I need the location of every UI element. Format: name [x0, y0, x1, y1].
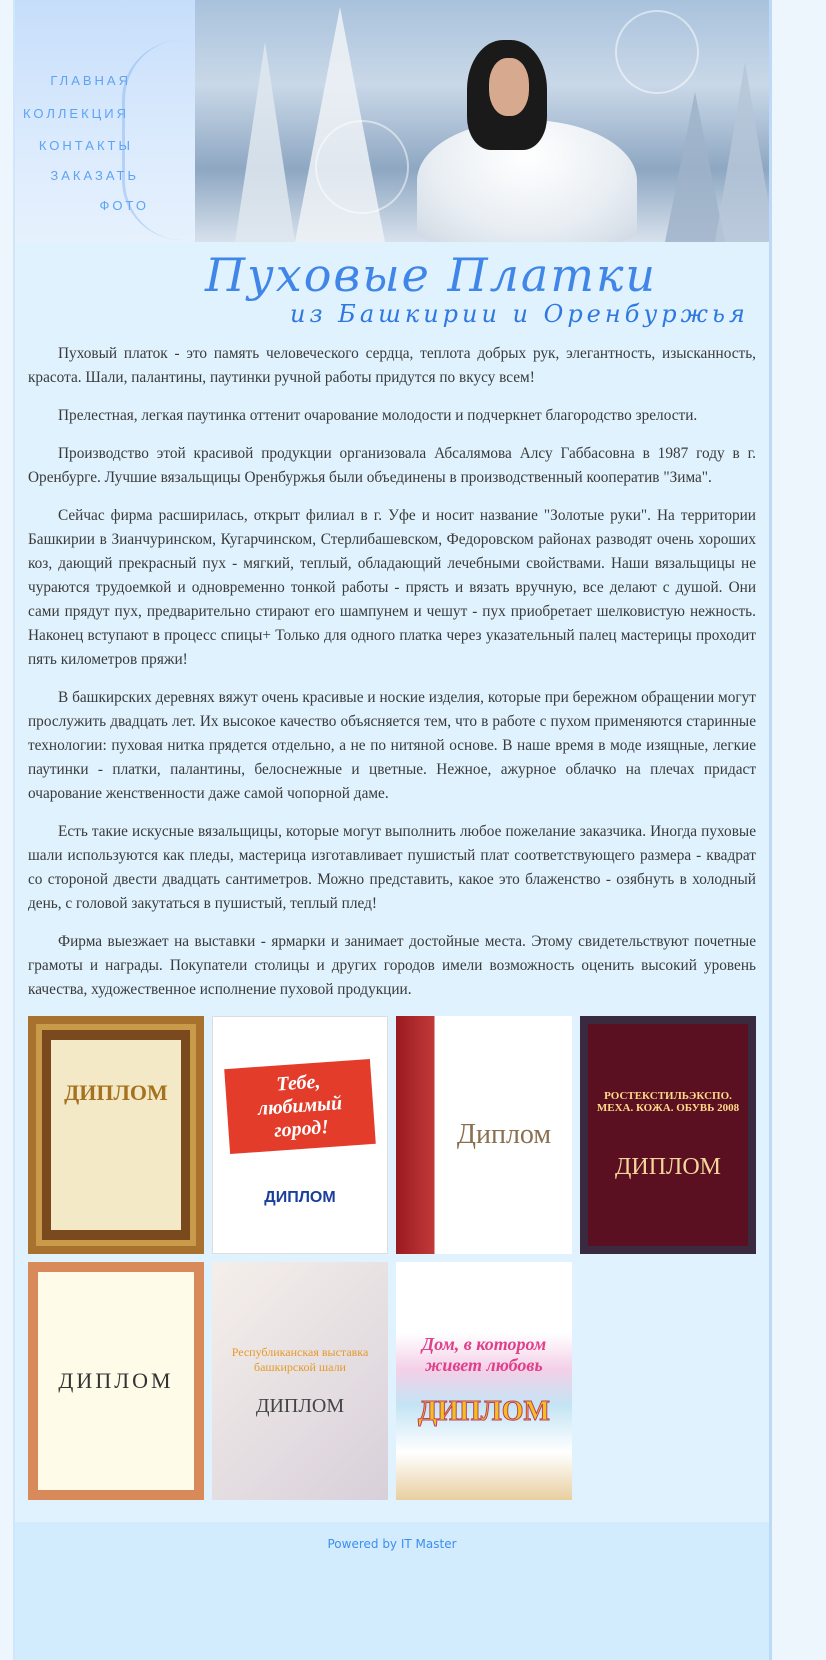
diploma-title: ДИПЛОМ	[255, 1394, 345, 1417]
title-line1: Пуховые Платки	[205, 248, 658, 302]
powered-by-link[interactable]: Powered by IT Master	[327, 1537, 457, 1551]
paragraph: Пуховый платок - это память человеческого сердца, теплота добрых рук, элегантность, изысканность, красота. Шали, палантины, паутинки ручной работы придутся по вкусу всем!	[28, 345, 756, 386]
diploma-image[interactable]	[580, 1016, 756, 1254]
paragraph: Производство этой красивой продукции организовала Абсалямова Алсу Габбасовна в 1987 году в г. Оренбурге. Лучшие вязальщицы Оренбуржья были объединены в производственный кооператив "Зима".	[28, 445, 756, 486]
paragraph: Есть такие искусные вязальщицы, которые могут выполнить любое пожелание заказчика. Иногда пуховые шали используются как пледы, мастерица изготавливает пушистый плат соответствующего размера - квадрат со стороной двести двадцать сантиметров. Можно представить, какое это блаженство - озябнуть в холодный день, с головой закутаться в пушистый, теплый плед!	[28, 823, 756, 912]
diploma-image[interactable]	[396, 1016, 572, 1254]
paragraph: Сейчас фирма расширилась, открыт филиал в г. Уфе и носит название "Золотые руки". На территории Башкирии в Зианчуринском, Кугарчинском, Стерлибашевском, Федоровском районах разводят очень хороших коз, дающий прекрасный пух - мягкий, теплый, обладающий лечебными свойствами. Наши вязальщицы не чураются трудоемкой и одновременно тонкой работы - прясть и вязать вручную, все делают с душой. Они сами прядут пух, предварительно стирают его шампунем и чешут - пух приобретает шелковистую нежность. Наконец вступают в процесс спицы+ Только для одного платка через указательный палец мастерицы проходит пять километров пряжи!	[28, 507, 756, 668]
diploma-header: Дом, в котором живет любовь	[421, 1334, 547, 1375]
nav-collection[interactable]: КОЛЛЕКЦИЯ	[22, 106, 129, 121]
diploma-header: Республиканская выставка башкирской шали	[231, 1344, 369, 1374]
title-line2: из Башкирии и Оренбуржья	[290, 300, 749, 328]
footer	[15, 1522, 769, 1660]
nav-order[interactable]: ЗАКАЗАТЬ	[50, 168, 139, 183]
page-container	[13, 0, 772, 1660]
diploma-header: РОСТЕКСТИЛЬЭКСПО. МЕХА. КОЖА. ОБУВЬ 2008	[596, 1089, 740, 1114]
diploma-image[interactable]	[212, 1262, 388, 1500]
diploma-title: ДИПЛОМ	[418, 1396, 550, 1427]
diploma-gallery	[15, 1016, 769, 1500]
nav-home[interactable]: ГЛАВНАЯ	[50, 73, 131, 88]
diploma-image[interactable]	[28, 1262, 204, 1500]
header-photo	[195, 0, 769, 242]
site-title	[15, 242, 769, 342]
diploma-image[interactable]	[396, 1262, 572, 1500]
diploma-title: ДИПЛОМ	[58, 1368, 174, 1393]
nav-contacts[interactable]: КОНТАКТЫ	[38, 138, 133, 153]
diploma-title: ДИПЛОМ	[64, 1080, 168, 1105]
diploma-title: Диплом	[456, 1119, 552, 1150]
tree-image	[235, 42, 295, 242]
header	[15, 0, 769, 242]
diploma-title: ДИПЛОМ	[615, 1153, 721, 1180]
main-text	[15, 342, 769, 1002]
diploma-subtitle: ДИПЛОМ	[264, 1188, 336, 1206]
nav-photo[interactable]: ФОТО	[99, 198, 149, 213]
diploma-image[interactable]	[28, 1016, 204, 1254]
nav-panel	[15, 0, 195, 242]
paragraph: В башкирских деревнях вяжут очень красивые и ноские изделия, которые при бережном обращении могут прослужить двадцать лет. Их высокое качество объясняется тем, что в работе с пухом применяются старинные технологии: пуховая нитка прядется отдельно, а не по нитяной основе. В наше время в моде изящные, легкие паутинки - платки, палантины, белоснежные и цветные. Нежное, ажурное облачко на плечах придаст очарование женственности даже самой чопорной даме.	[28, 689, 756, 802]
diploma-image[interactable]	[212, 1016, 388, 1254]
woman-in-shawl-image	[417, 40, 637, 242]
paragraph: Прелестная, легкая паутинка оттенит очарование молодости и подчеркнет благородство зрелости.	[58, 407, 698, 424]
ornament	[315, 120, 409, 214]
tree-image	[715, 62, 769, 242]
paragraph: Фирма выезжает на выставки - ярмарки и занимает достойные места. Этому свидетельствуют почетные грамоты и награды. Покупатели столицы и других городов имели возможность оценить высокий уровень качества, художественное исполнение пуховой продукции.	[28, 933, 756, 998]
diploma-title: Тебе, любимый город!	[224, 1059, 376, 1154]
